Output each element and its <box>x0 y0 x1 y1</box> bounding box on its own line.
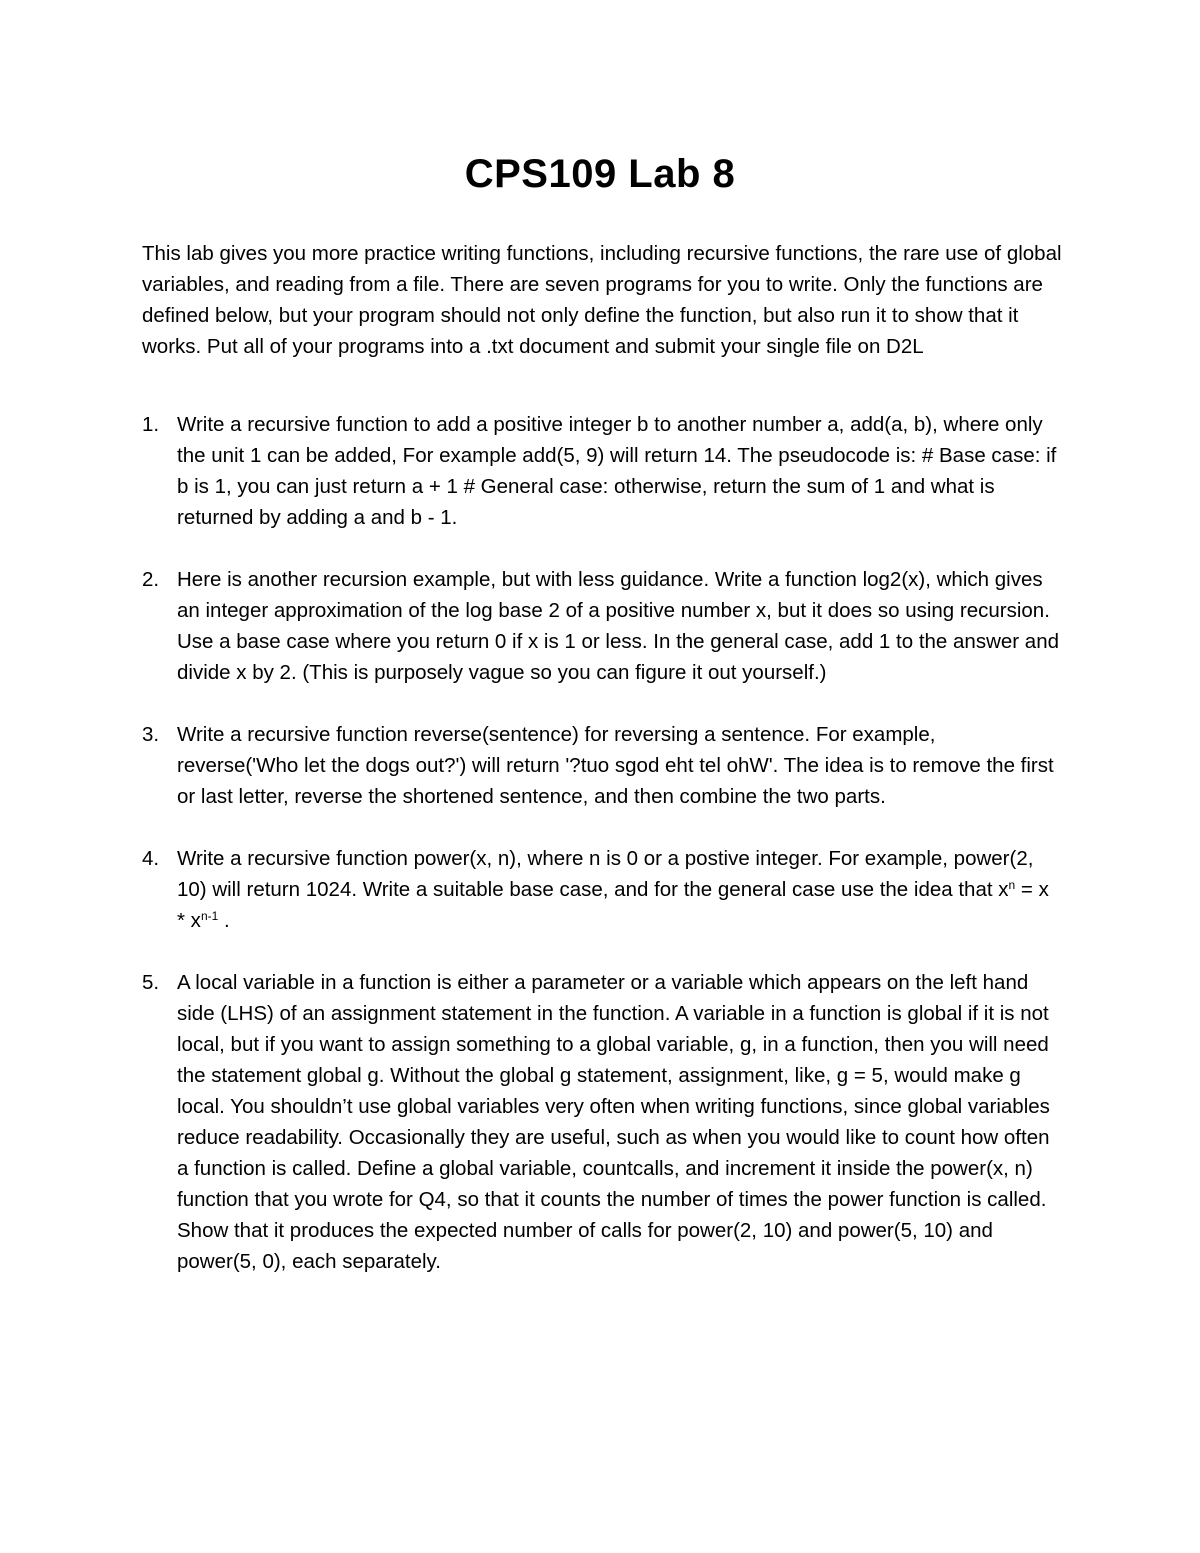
question-number: 4. <box>142 847 160 870</box>
intro-paragraph: This lab gives you more practice writing functions, including recursive functions, the rare use of global variables, and reading from a file. There are seven programs for you to write. Only the functions are defined below, but your program should not only define the function, but also run it to show that it works. Put all of your programs into a .txt document and submit your single file on D2L <box>142 242 1062 358</box>
question-item <box>142 409 1062 533</box>
question-text-part: = x * x <box>177 878 1049 932</box>
superscript-exponent: n-1 <box>200 909 219 923</box>
question-item <box>142 843 1062 936</box>
question-text: Here is another recursion example, but with less guidance. Write a function log2(x), which gives an integer approximation of the log base 2 of a positive number x, but it does so using recursion. Use a base case where you return 0 if x is 1 or less. In the general case, add 1 to the answer and divide x by 2. (This is purposely vague so you can figure it out yourself.) <box>177 568 1060 684</box>
question-text: Write a recursive function reverse(sentence) for reversing a sentence. For example, reverse('Who let the dogs out?') will return '?tuo sgod eht tel ohW'. The idea is to remove the first or last letter, reverse the shortened sentence, and then combine the two parts. <box>177 723 1054 808</box>
question-number: 1. <box>142 413 160 436</box>
question-text: A local variable in a function is either a parameter or a variable which appears on the left hand side (LHS) of an assignment statement in the function. A variable in a function is global if it is not local, but if you want to assign something to a global variable, g, in a function, then you will need the statement global g. Without the global g statement, assignment, like, g = 5, would make g local. You shouldn’t use global variables very often when writing functions, since global variables reduce readability. Occasionally they are useful, such as when you would like to count how often a function is called. Define a global variable, countcalls, and increment it inside the power(x, n) function that you wrote for Q4, so that it counts the number of times the power function is called. Show that it produces the expected number of calls for power(2, 10) and power(5, 10) and power(5, 0), each separately. <box>177 971 1050 1273</box>
question-text-part: . <box>218 909 230 932</box>
question-item <box>142 564 1062 688</box>
question-text: Write a recursive function to add a positive integer b to another number a, add(a, b), where only the unit 1 can be added, For example add(5, 9) will return 14. The pseudocode is: # Base case: if b is 1, you can just return a + 1 # General case: otherwise, return the sum of 1 and what is returned by adding a and b - 1. <box>177 413 1057 529</box>
question-number: 2. <box>142 568 160 591</box>
superscript-exponent: n <box>1008 878 1016 892</box>
question-number: 3. <box>142 723 160 746</box>
question-item <box>142 719 1062 812</box>
page-title: CPS109 Lab 8 <box>464 152 736 196</box>
question-text-part: Write a recursive function power(x, n), where n is 0 or a postive integer. For example, power(2, 10) will return 1024. Write a suitable base case, and for the general case use the idea that x <box>177 847 1034 901</box>
question-list <box>142 409 1062 1308</box>
question-text <box>177 847 1049 932</box>
question-item <box>142 967 1062 1277</box>
question-number: 5. <box>142 971 160 994</box>
